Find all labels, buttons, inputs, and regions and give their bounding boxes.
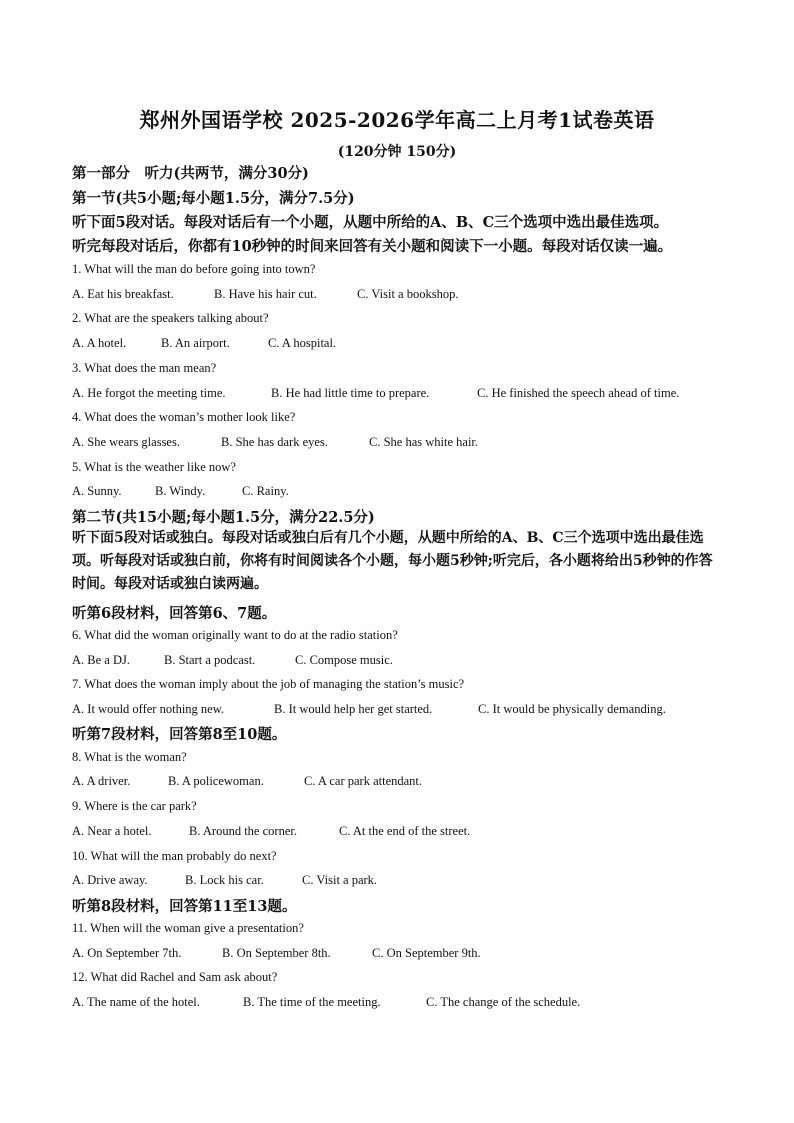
exam-title: 郑州外国语学校 2025-2026学年高二上月考1试卷英语	[139, 108, 655, 132]
option-b: B. She has dark eyes.	[221, 435, 328, 449]
option-b: B. Windy.	[155, 484, 206, 498]
section2-instruction: 听下面5段对话或独白。每段对话或独白后有几个小题，从题中所给的A、B、C三个选项中选出最佳选项。听每段对话或独白前，你将有时间阅读各个小题，每小题5秒钟;听完后，各小题将给出5秒钟的作答时间。每段对话或独白读两遍。	[72, 530, 713, 592]
question-1-options	[72, 287, 458, 302]
question-3: 3. What does the man mean?	[72, 361, 217, 375]
option-a: A. Drive away.	[72, 873, 148, 887]
question-6-options	[72, 653, 393, 668]
option-b: B. It would help her get started.	[274, 702, 433, 716]
question-11: 11. When will the woman give a presentation?	[72, 921, 304, 935]
question-10-options	[72, 873, 377, 888]
question-5-options	[72, 484, 289, 499]
option-c: C. A hospital.	[268, 336, 337, 350]
option-a: A. A driver.	[72, 774, 131, 788]
option-a: A. Near a hotel.	[72, 824, 152, 838]
question-2-options	[72, 336, 336, 351]
material-6-heading: 听第6段材料，回答第6、7题。	[72, 605, 277, 622]
option-b: B. An airport.	[161, 336, 230, 350]
question-10: 10. What will the man probably do next?	[72, 849, 277, 863]
part1-heading: 第一部分 听力(共两节，满分30分)	[72, 165, 309, 182]
exam-subtitle: (120分钟 150分)	[337, 144, 457, 160]
question-12: 12. What did Rachel and Sam ask about?	[72, 970, 278, 984]
option-b: B. He had little time to prepare.	[271, 386, 430, 400]
option-a: A. On September 7th.	[72, 946, 182, 960]
option-a: A. Be a DJ.	[72, 653, 130, 667]
question-9: 9. Where is the car park?	[72, 799, 197, 813]
option-a: A. Sunny.	[72, 484, 122, 498]
question-5: 5. What is the weather like now?	[72, 460, 236, 474]
section1-instruction-line2: 听完每段对话后，你都有10秒钟的时间来回答有关小题和阅读下一小题。每段对话仅读一遍。	[72, 238, 673, 255]
question-3-options	[72, 386, 679, 401]
option-a: A. The name of the hotel.	[72, 995, 200, 1009]
option-b: B. Lock his car.	[185, 873, 264, 887]
option-a: A. She wears glasses.	[72, 435, 180, 449]
option-b: B. The time of the meeting.	[243, 995, 381, 1009]
option-b: B. Have his hair cut.	[214, 287, 317, 301]
option-a: A. A hotel.	[72, 336, 127, 350]
option-c: C. Compose music.	[295, 653, 393, 667]
question-8-options	[72, 774, 422, 789]
question-4-options	[72, 435, 478, 450]
question-9-options	[72, 824, 470, 839]
option-b: B. Around the corner.	[189, 824, 297, 838]
option-c: C. On September 9th.	[372, 946, 481, 960]
option-c: C. She has white hair.	[369, 435, 479, 449]
question-7: 7. What does the woman imply about the job of managing the station’s music?	[72, 677, 465, 691]
section1-instruction-line1: 听下面5段对话。每段对话后有一个小题，从题中所给的A、B、C三个选项中选出最佳选项。	[72, 214, 669, 231]
option-c: C. Rainy.	[242, 484, 289, 498]
option-b: B. A policewoman.	[168, 774, 264, 788]
option-a: A. He forgot the meeting time.	[72, 386, 226, 400]
option-a: A. Eat his breakfast.	[72, 287, 174, 301]
option-b: B. Start a podcast.	[164, 653, 256, 667]
question-12-options	[72, 995, 580, 1010]
material-8-heading: 听第8段材料，回答第11至13题。	[72, 898, 297, 915]
question-1: 1. What will the man do before going into town?	[72, 262, 316, 276]
option-c: C. At the end of the street.	[339, 824, 471, 838]
question-8: 8. What is the woman?	[72, 750, 187, 764]
option-c: C. It would be physically demanding.	[478, 702, 666, 716]
section1-heading: 第一节(共5小题;每小题1.5分，满分7.5分)	[72, 190, 355, 207]
option-a: A. It would offer nothing new.	[72, 702, 225, 716]
option-b: B. On September 8th.	[222, 946, 331, 960]
question-6: 6. What did the woman originally want to do at the radio station?	[72, 628, 398, 642]
option-c: C. A car park attendant.	[304, 774, 423, 788]
question-7-options	[72, 702, 666, 717]
question-11-options	[72, 946, 481, 961]
question-2: 2. What are the speakers talking about?	[72, 311, 269, 325]
material-7-heading: 听第7段材料，回答第8至10题。	[72, 726, 287, 743]
option-c: C. He finished the speech ahead of time.	[477, 386, 680, 400]
option-c: C. Visit a bookshop.	[357, 287, 459, 301]
question-4: 4. What does the woman’s mother look like?	[72, 410, 296, 424]
option-c: C. The change of the schedule.	[426, 995, 581, 1009]
section2-heading: 第二节(共15小题;每小题1.5分，满分22.5分)	[72, 509, 375, 526]
option-c: C. Visit a park.	[302, 873, 378, 887]
